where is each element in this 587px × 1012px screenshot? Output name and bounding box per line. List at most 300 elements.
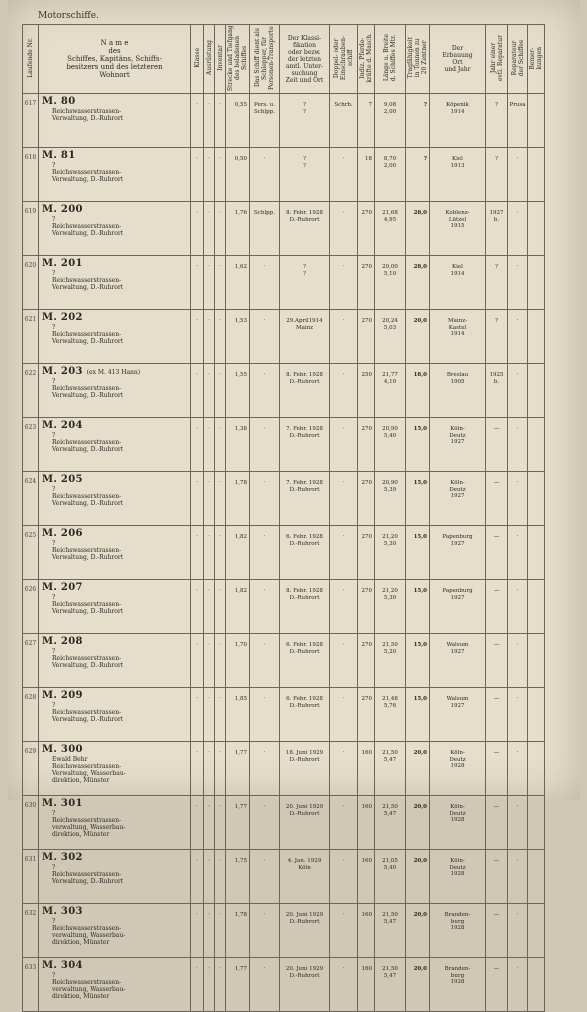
klassifikation-cell: ? ? xyxy=(280,148,330,202)
ps-cell: 270 xyxy=(358,472,375,526)
bemerkungen-cell xyxy=(528,796,545,850)
ausruestung-cell: · xyxy=(204,256,215,310)
tragfaehigkeit-cell: 20,0 xyxy=(406,742,430,796)
reparatur-cell: — xyxy=(486,418,508,472)
dimension-cell: 21,50 5,20 xyxy=(375,634,406,688)
ps-cell: 160 xyxy=(358,796,375,850)
reparateur-cell: · xyxy=(508,256,528,310)
tragfaehigkeit-cell: ? xyxy=(406,148,430,202)
captain-name: ? xyxy=(52,540,56,547)
row-number: 619 xyxy=(23,202,39,256)
ship-entry xyxy=(39,256,191,310)
schlepper-cell: · xyxy=(250,742,280,796)
ps-cell: 7 xyxy=(358,94,375,148)
row-number: 622 xyxy=(23,364,39,418)
table-row xyxy=(23,904,545,958)
table-row xyxy=(23,742,545,796)
doppel-cell: Schrb. xyxy=(330,94,358,148)
ausruestung-cell: · xyxy=(204,526,215,580)
klasse-cell: · xyxy=(191,472,204,526)
ship-entry xyxy=(39,148,191,202)
captain-name: ? xyxy=(52,810,56,817)
reparatur-cell: — xyxy=(486,904,508,958)
col-reparatur: Jahr einer evtl. Reparatur xyxy=(486,25,508,94)
erbauung-cell: Papenburg 1927 xyxy=(430,526,486,580)
dimension-cell: 20,90 5,40 xyxy=(375,418,406,472)
tragfaehigkeit-cell: 15,0 xyxy=(406,526,430,580)
reparateur-cell: Prusa xyxy=(508,94,528,148)
ship-name: M. 300 xyxy=(42,744,83,755)
table-row xyxy=(23,472,545,526)
table-row xyxy=(23,958,545,1012)
doppel-cell: · xyxy=(330,526,358,580)
ausruestung-cell: · xyxy=(204,688,215,742)
row-number: 621 xyxy=(23,310,39,364)
ausruestung-cell: · xyxy=(204,634,215,688)
dimension-cell: 8,70 2,00 xyxy=(375,148,406,202)
inventar-cell: · xyxy=(215,742,226,796)
col-klassifikation: Der Klassi- fikation oder bezw. der letzten amtl. Unter- suchung Zeit und Ort xyxy=(280,25,330,94)
row-number: 618 xyxy=(23,148,39,202)
ausruestung-cell: · xyxy=(204,148,215,202)
reparatur-cell: — xyxy=(486,796,508,850)
klassifikation-cell: 29.April1914 Mainz xyxy=(280,310,330,364)
col-inventar: Inventar xyxy=(215,25,226,94)
ps-cell: 18 xyxy=(358,148,375,202)
owner-name: Reichswasserstrassen- Verwaltung, D.-Ruhrort xyxy=(52,169,124,183)
reparatur-cell: — xyxy=(486,580,508,634)
row-number: 624 xyxy=(23,472,39,526)
ausruestung-cell: · xyxy=(204,202,215,256)
ausruestung-cell: · xyxy=(204,850,215,904)
table-row xyxy=(23,580,545,634)
doppel-cell: · xyxy=(330,742,358,796)
klassifikation-cell: 6. Febr. 1928 D.-Ruhrort xyxy=(280,526,330,580)
doppel-cell: · xyxy=(330,958,358,1012)
dimension-cell: 21,20 5,30 xyxy=(375,580,406,634)
ausruestung-cell: · xyxy=(204,580,215,634)
dimension-cell: 20,00 5,10 xyxy=(375,256,406,310)
inventar-cell: · xyxy=(215,310,226,364)
bemerkungen-cell xyxy=(528,742,545,796)
ship-name: M. 201 xyxy=(42,258,83,269)
row-number: 632 xyxy=(23,904,39,958)
klasse-cell: · xyxy=(191,256,204,310)
ship-register-table xyxy=(22,24,545,1012)
dimension-cell: 21,48 5,76 xyxy=(375,688,406,742)
captain-name: Ewald Behr xyxy=(52,756,88,763)
klasse-cell: · xyxy=(191,418,204,472)
doppel-cell: · xyxy=(330,688,358,742)
schlepper-cell: · xyxy=(250,418,280,472)
erbauung-cell: Branden- burg 1928 xyxy=(430,904,486,958)
ausruestung-cell: · xyxy=(204,742,215,796)
doppel-cell: · xyxy=(330,904,358,958)
bemerkungen-cell xyxy=(528,418,545,472)
tragfaehigkeit-cell: 20,0 xyxy=(406,310,430,364)
reparatur-cell: — xyxy=(486,472,508,526)
col-bemerkungen: Bemer- kungen xyxy=(528,25,545,94)
row-number: 626 xyxy=(23,580,39,634)
erbauung-cell: Kiel 1914 xyxy=(430,256,486,310)
strecke-cell: 0,50 xyxy=(226,148,250,202)
doppel-cell: · xyxy=(330,850,358,904)
inventar-cell: · xyxy=(215,94,226,148)
reparateur-cell: · xyxy=(508,742,528,796)
dimension-cell: 21,50 5,47 xyxy=(375,958,406,1012)
inventar-cell: · xyxy=(215,634,226,688)
reparateur-cell: · xyxy=(508,310,528,364)
dimension-cell: 20,24 5,03 xyxy=(375,310,406,364)
tragfaehigkeit-cell: 15,0 xyxy=(406,688,430,742)
ps-cell: 160 xyxy=(358,742,375,796)
owner-name: Reichswasserstrassen- Verwaltung, D.-Ruhrort xyxy=(52,108,124,122)
schlepper-cell: · xyxy=(250,364,280,418)
klasse-cell: · xyxy=(191,796,204,850)
col-doppel: Doppel- oder Einschrauben- schiff xyxy=(330,25,358,94)
bemerkungen-cell xyxy=(528,688,545,742)
strecke-cell: 1,38 xyxy=(226,418,250,472)
klasse-cell: · xyxy=(191,364,204,418)
ausruestung-cell: · xyxy=(204,958,215,1012)
ausruestung-cell: · xyxy=(204,796,215,850)
ship-entry xyxy=(39,634,191,688)
col-ausruestung: Ausrüstung xyxy=(204,25,215,94)
row-number: 625 xyxy=(23,526,39,580)
dimension-cell: 9,08 2,00 xyxy=(375,94,406,148)
reparatur-cell: ? xyxy=(486,94,508,148)
ps-cell: 270 xyxy=(358,202,375,256)
ship-entry xyxy=(39,580,191,634)
col-laufende-nr: Laufende Nr. xyxy=(23,25,39,94)
bemerkungen-cell xyxy=(528,310,545,364)
schlepper-cell: · xyxy=(250,634,280,688)
tragfaehigkeit-cell: 20,0 xyxy=(406,850,430,904)
klassifikation-cell: ? ? xyxy=(280,256,330,310)
ship-entry xyxy=(39,850,191,904)
ausruestung-cell: · xyxy=(204,364,215,418)
reparateur-cell: · xyxy=(508,418,528,472)
tragfaehigkeit-cell: 28,0 xyxy=(406,202,430,256)
ship-name: M. 205 xyxy=(42,474,83,485)
klasse-cell: · xyxy=(191,148,204,202)
schlepper-cell: · xyxy=(250,526,280,580)
reparateur-cell: · xyxy=(508,688,528,742)
captain-name: ? xyxy=(52,324,56,331)
ship-name: M. 208 xyxy=(42,636,83,647)
ship-entry xyxy=(39,364,191,418)
table-row xyxy=(23,418,545,472)
reparateur-cell: · xyxy=(508,796,528,850)
klassifikation-cell: 20. Juni 1929 D.-Ruhrort xyxy=(280,904,330,958)
table-row xyxy=(23,148,545,202)
ps-cell: 160 xyxy=(358,904,375,958)
col-strecke: Strecke und Tiefgang des beladenen Schiffes xyxy=(226,25,250,94)
reparateur-cell: · xyxy=(508,148,528,202)
klasse-cell: · xyxy=(191,526,204,580)
captain-name: ? xyxy=(52,216,56,223)
strecke-cell: 1,77 xyxy=(226,742,250,796)
ps-cell: 270 xyxy=(358,256,375,310)
doppel-cell: · xyxy=(330,796,358,850)
doppel-cell: · xyxy=(330,472,358,526)
schlepper-cell: · xyxy=(250,796,280,850)
bemerkungen-cell xyxy=(528,580,545,634)
dimension-cell: 21,20 5,30 xyxy=(375,526,406,580)
ausruestung-cell: · xyxy=(204,418,215,472)
schlepper-cell: · xyxy=(250,256,280,310)
klasse-cell: · xyxy=(191,850,204,904)
klasse-cell: · xyxy=(191,958,204,1012)
owner-name: Reichswasserstrassen- verwaltung, Wasserbau- direktion, Münster xyxy=(52,925,126,946)
erbauung-cell: Mainz- Kastel 1914 xyxy=(430,310,486,364)
row-number: 620 xyxy=(23,256,39,310)
row-number: 628 xyxy=(23,688,39,742)
klasse-cell: · xyxy=(191,634,204,688)
doppel-cell: · xyxy=(330,580,358,634)
owner-name: Reichswasserstrassen- Verwaltung, D.-Ruhrort xyxy=(52,871,124,885)
ps-cell: 160 xyxy=(358,958,375,1012)
row-number: 630 xyxy=(23,796,39,850)
strecke-cell: 1,75 xyxy=(226,850,250,904)
table-row xyxy=(23,526,545,580)
col-reparateur: Reparateur der Schiffes xyxy=(508,25,528,94)
col-tragfaehigkeit: Tragfähigkeit in Tonnen zu 20 Zentner xyxy=(406,25,430,94)
erbauung-cell: Walsum 1927 xyxy=(430,688,486,742)
ausruestung-cell: · xyxy=(204,94,215,148)
klassifikation-cell: 7. Febr. 1928 D.-Ruhrort xyxy=(280,418,330,472)
captain-name: ? xyxy=(52,918,56,925)
captain-name: ? xyxy=(52,594,56,601)
tragfaehigkeit-cell: 18,0 xyxy=(406,364,430,418)
row-number: 627 xyxy=(23,634,39,688)
reparatur-cell: — xyxy=(486,958,508,1012)
owner-name: Reichswasserstrassen- Verwaltung, Wasserbau- direktion, Münster xyxy=(52,763,126,784)
ship-entry xyxy=(39,94,191,148)
tragfaehigkeit-cell: 28,0 xyxy=(406,256,430,310)
owner-name: Reichswasserstrassen- Verwaltung, D.-Ruhrort xyxy=(52,493,124,507)
klassifikation-cell: 4. Jan. 1929 Köln xyxy=(280,850,330,904)
reparatur-cell: — xyxy=(486,850,508,904)
ship-name: M. 207 xyxy=(42,582,83,593)
inventar-cell: · xyxy=(215,904,226,958)
dimension-cell: 21,05 5,40 xyxy=(375,850,406,904)
bemerkungen-cell xyxy=(528,202,545,256)
strecke-cell: 1,70 xyxy=(226,634,250,688)
row-number: 633 xyxy=(23,958,39,1012)
reparateur-cell: · xyxy=(508,526,528,580)
erbauung-cell: Köln- Deutz 1927 xyxy=(430,472,486,526)
dimension-cell: 21,77 4,10 xyxy=(375,364,406,418)
strecke-cell: 1,82 xyxy=(226,526,250,580)
captain-name: ? xyxy=(52,270,56,277)
ps-cell: 270 xyxy=(358,634,375,688)
ps-cell: 270 xyxy=(358,688,375,742)
ship-entry xyxy=(39,742,191,796)
captain-name: ? xyxy=(52,432,56,439)
owner-name: Reichswasserstrassen- verwaltung, Wasserbau- direktion, Münster xyxy=(52,817,126,838)
bemerkungen-cell xyxy=(528,472,545,526)
tragfaehigkeit-cell: 20,0 xyxy=(406,796,430,850)
ship-name: M. 81 xyxy=(42,150,76,161)
table-row xyxy=(23,850,545,904)
inventar-cell: · xyxy=(215,796,226,850)
col-laenge: Länge u. Breite d. Schiffes Mtr. xyxy=(375,25,406,94)
ship-name: M. 302 xyxy=(42,852,83,863)
ship-name: M. 303 xyxy=(42,906,83,917)
klassifikation-cell: 8. Febr. 1928 D.-Ruhrort xyxy=(280,202,330,256)
strecke-cell: 0,55 xyxy=(226,94,250,148)
col-pferdekraefte: Indiz. Pferde- kräfte d. Masch. xyxy=(358,25,375,94)
klasse-cell: · xyxy=(191,580,204,634)
owner-name: Reichswasserstrassen- Verwaltung, D.-Ruhrort xyxy=(52,331,124,345)
tragfaehigkeit-cell: 20,0 xyxy=(406,904,430,958)
register-page xyxy=(8,0,580,1000)
reparatur-cell: — xyxy=(486,634,508,688)
klassifikation-cell: 18. Juni 1929 D.-Ruhrort xyxy=(280,742,330,796)
ship-entry xyxy=(39,796,191,850)
strecke-cell: 1,77 xyxy=(226,958,250,1012)
klasse-cell: · xyxy=(191,202,204,256)
klassifikation-cell: ? ? xyxy=(280,94,330,148)
erbauung-cell: Köpenik 1914 xyxy=(430,94,486,148)
klassifikation-cell: 20. Juni 1929 D.-Ruhrort xyxy=(280,796,330,850)
owner-name: Reichswasserstrassen- Verwaltung, D.-Ruhrort xyxy=(52,277,124,291)
reparatur-cell: ? xyxy=(486,256,508,310)
section-title: Motorschiffe. xyxy=(38,11,99,21)
klassifikation-cell: 6. Febr. 1928 D.-Ruhrort xyxy=(280,634,330,688)
ship-entry xyxy=(39,418,191,472)
table-row xyxy=(23,634,545,688)
klassifikation-cell: 20. Juni 1929 D.-Ruhrort xyxy=(280,958,330,1012)
reparatur-cell: — xyxy=(486,742,508,796)
bemerkungen-cell xyxy=(528,148,545,202)
owner-name: Reichswasserstrassen- Verwaltung, D.-Ruhrort xyxy=(52,223,124,237)
klassifikation-cell: 6. Febr. 1928 D.-Ruhrort xyxy=(280,688,330,742)
klassifikation-cell: 7. Febr. 1928 D.-Ruhrort xyxy=(280,472,330,526)
strecke-cell: 1,82 xyxy=(226,580,250,634)
inventar-cell: · xyxy=(215,580,226,634)
ship-entry xyxy=(39,688,191,742)
schlepper-cell: · xyxy=(250,904,280,958)
row-number: 623 xyxy=(23,418,39,472)
table-row xyxy=(23,94,545,148)
owner-name: Reichswasserstrassen- verwaltung, Wasserbau- direktion, Münster xyxy=(52,979,126,1000)
dimension-cell: 21,68 4,95 xyxy=(375,202,406,256)
erbauung-cell: Köln- Deutz 1928 xyxy=(430,796,486,850)
klasse-cell: · xyxy=(191,310,204,364)
inventar-cell: · xyxy=(215,850,226,904)
schlepper-cell: · xyxy=(250,580,280,634)
tragfaehigkeit-cell: 15,0 xyxy=(406,580,430,634)
schlepper-cell: · xyxy=(250,850,280,904)
table-row xyxy=(23,364,545,418)
ship-name: M. 202 xyxy=(42,312,83,323)
owner-name: Reichswasserstrassen- Verwaltung, D.-Ruhrort xyxy=(52,385,124,399)
bemerkungen-cell xyxy=(528,364,545,418)
ship-entry xyxy=(39,958,191,1012)
ps-cell: 250 xyxy=(358,364,375,418)
ausruestung-cell: · xyxy=(204,310,215,364)
schlepper-cell: · xyxy=(250,472,280,526)
row-number: 631 xyxy=(23,850,39,904)
ship-entry xyxy=(39,472,191,526)
table-row xyxy=(23,688,545,742)
inventar-cell: · xyxy=(215,958,226,1012)
ship-entry xyxy=(39,526,191,580)
col-name: N a m e des Schiffes, Kapitäns, Schiffs- besitzers und des letzteren Wohnort xyxy=(39,25,191,94)
schlepper-cell: · xyxy=(250,148,280,202)
doppel-cell: · xyxy=(330,256,358,310)
reparateur-cell: · xyxy=(508,202,528,256)
inventar-cell: · xyxy=(215,364,226,418)
owner-name: Reichswasserstrassen- Verwaltung, D.-Ruhrort xyxy=(52,601,124,615)
strecke-cell: 1,55 xyxy=(226,364,250,418)
ship-name: M. 304 xyxy=(42,960,83,971)
ausruestung-cell: · xyxy=(204,472,215,526)
doppel-cell: · xyxy=(330,202,358,256)
doppel-cell: · xyxy=(330,634,358,688)
strecke-cell: 1,62 xyxy=(226,256,250,310)
tragfaehigkeit-cell: ? xyxy=(406,94,430,148)
captain-name: ? xyxy=(52,378,56,385)
ps-cell: 270 xyxy=(358,310,375,364)
klasse-cell: · xyxy=(191,742,204,796)
erbauung-cell: Papenburg 1927 xyxy=(430,580,486,634)
reparatur-cell: — xyxy=(486,526,508,580)
captain-name: ? xyxy=(52,702,56,709)
strecke-cell: 1,85 xyxy=(226,688,250,742)
dimension-cell: 21,50 5,47 xyxy=(375,796,406,850)
inventar-cell: · xyxy=(215,256,226,310)
schlepper-cell: Pers. u. Schlpp. xyxy=(250,94,280,148)
ps-cell: 160 xyxy=(358,850,375,904)
bemerkungen-cell xyxy=(528,526,545,580)
ps-cell: 270 xyxy=(358,580,375,634)
tragfaehigkeit-cell: 15,0 xyxy=(406,472,430,526)
reparateur-cell: · xyxy=(508,580,528,634)
reparatur-cell: ? xyxy=(486,310,508,364)
ps-cell: 270 xyxy=(358,418,375,472)
reparateur-cell: · xyxy=(508,634,528,688)
strecke-cell: 1,77 xyxy=(226,796,250,850)
ship-name: M. 206 xyxy=(42,528,83,539)
erbauung-cell: Köln- Deutz 1928 xyxy=(430,742,486,796)
table-row xyxy=(23,202,545,256)
inventar-cell: · xyxy=(215,472,226,526)
owner-name: Reichswasserstrassen- Verwaltung, D.-Ruhrort xyxy=(52,709,124,723)
inventar-cell: · xyxy=(215,688,226,742)
ship-name: M. 200 xyxy=(42,204,83,215)
inventar-cell: · xyxy=(215,526,226,580)
table-row xyxy=(23,796,545,850)
ship-name: M. 209 xyxy=(42,690,83,701)
doppel-cell: · xyxy=(330,148,358,202)
col-klasse: Klasse xyxy=(191,25,204,94)
reparatur-cell: 1927 b. xyxy=(486,202,508,256)
erbauung-cell: Köln- Deutz 1928 xyxy=(430,850,486,904)
klassifikation-cell: 8. Febr. 1928 D.-Ruhrort xyxy=(280,580,330,634)
ship-name: M. 80 xyxy=(42,96,76,107)
reparateur-cell: · xyxy=(508,904,528,958)
ship-name: M. 204 xyxy=(42,420,83,431)
col-erbauung: Der Erbauung Ort und Jahr xyxy=(430,25,486,94)
reparateur-cell: · xyxy=(508,364,528,418)
reparateur-cell: · xyxy=(508,472,528,526)
ship-former-name: (ex M. 413 Hann) xyxy=(86,369,141,376)
erbauung-cell: Kiel 1913 xyxy=(430,148,486,202)
ausruestung-cell: · xyxy=(204,904,215,958)
